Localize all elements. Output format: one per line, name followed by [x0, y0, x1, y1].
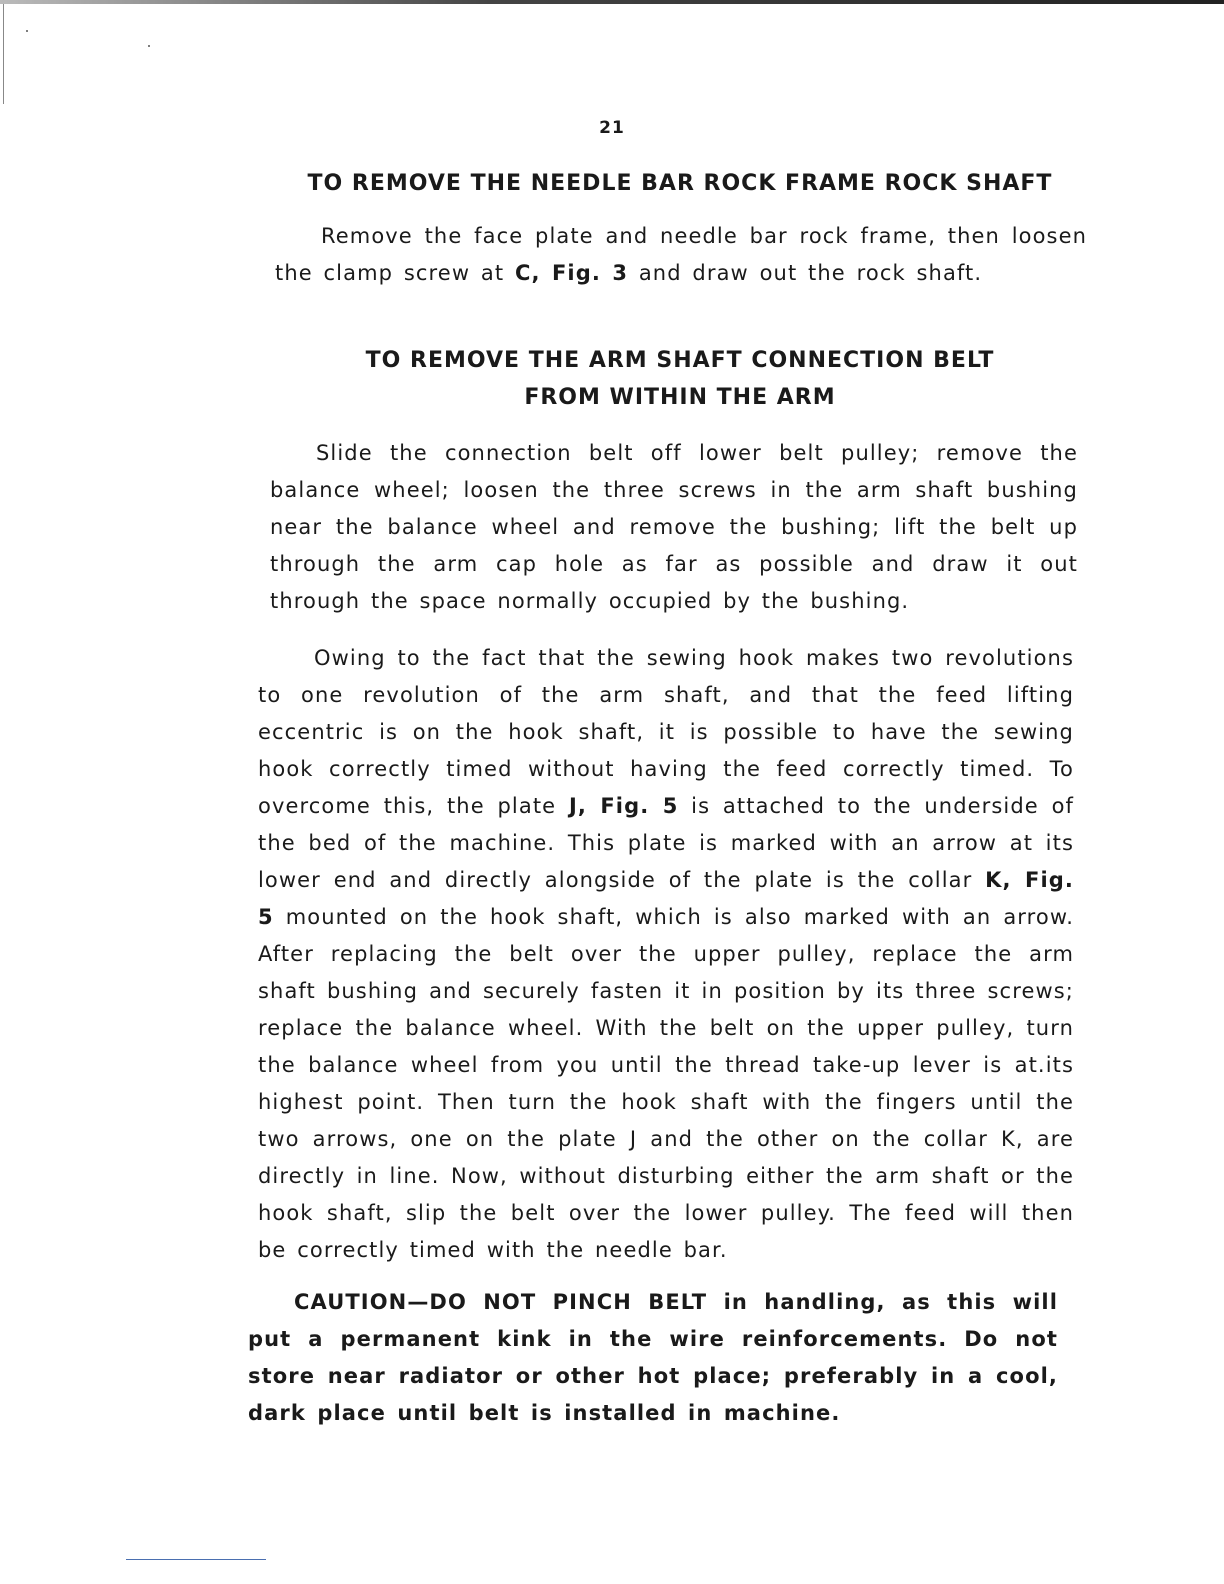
- caution-paragraph: [248, 1284, 1058, 1432]
- figure-reference: K, Fig. 5: [258, 868, 1074, 929]
- section-heading-arm-shaft-belt-line-1: TO REMOVE THE ARM SHAFT CONNECTION BELT: [365, 348, 995, 373]
- paragraph-timing: [258, 640, 1074, 1269]
- text-run: in handling, as this will put a permanent kink in the wire reinforcements. Do not store near radiator or other hot place; preferably in a cool, dark place until belt is installed in machine.: [248, 1290, 1059, 1425]
- text-run: mounted on the hook shaft, which is also marked with an arrow. After replacing the belt over the upper pulley, replace the arm shaft bushing and securely fasten it in position by its three screws; replace the balance wheel. With the belt on the upper pulley, turn the balance wheel from you until the thread take-up lever is at.its highest point. Then turn the hook shaft with the fingers until the two arrows, one on the plate J and the other on the collar K, are directly in line. Now, without disturbing either the arm shaft or the hook shaft, slip the belt over the lower pulley. The feed will then be correctly timed with the needle bar.: [258, 905, 1074, 1262]
- bottom-scan-mark: [126, 1559, 266, 1560]
- section-heading-rock-shaft: TO REMOVE THE NEEDLE BAR ROCK FRAME ROCK SHAFT: [307, 171, 1053, 196]
- figure-reference: J, Fig. 5: [568, 794, 679, 818]
- paragraph-rock-shaft: [275, 218, 1087, 292]
- text-run: and draw out the rock shaft.: [628, 261, 983, 285]
- section-heading-arm-shaft-belt-line-2: FROM WITHIN THE ARM: [524, 385, 836, 410]
- text-run: Owing to the fact that the sewing hook makes two revolutions to one revolution of the arm shaft, and that the feed lifting eccentric is on the hook shaft, it is possible to have the sewing hook correctly timed without having the feed correctly timed. To overcome this, the plate: [258, 646, 1074, 818]
- text-run: Remove the face plate and needle bar rock frame, then loosen the clamp screw at: [275, 224, 1087, 285]
- caution-label: CAUTION—DO NOT PINCH BELT: [294, 1290, 708, 1314]
- figure-reference: C, Fig. 3: [514, 261, 629, 285]
- paragraph-connection-belt: Slide the connection belt off lower belt pulley; remove the balance wheel; loosen the three screws in the arm shaft bushing near the balance wheel and remove the bushing; lift the belt up through the arm cap hole as far as possible and draw it out through the space normally occupied by the bushing.: [270, 441, 1078, 613]
- page-number: 21: [599, 118, 625, 138]
- text-run: is attached to the underside of the bed of the machine. This plate is marked with an arrow at its lower end and directly alongside of the plate is the collar: [258, 794, 1075, 892]
